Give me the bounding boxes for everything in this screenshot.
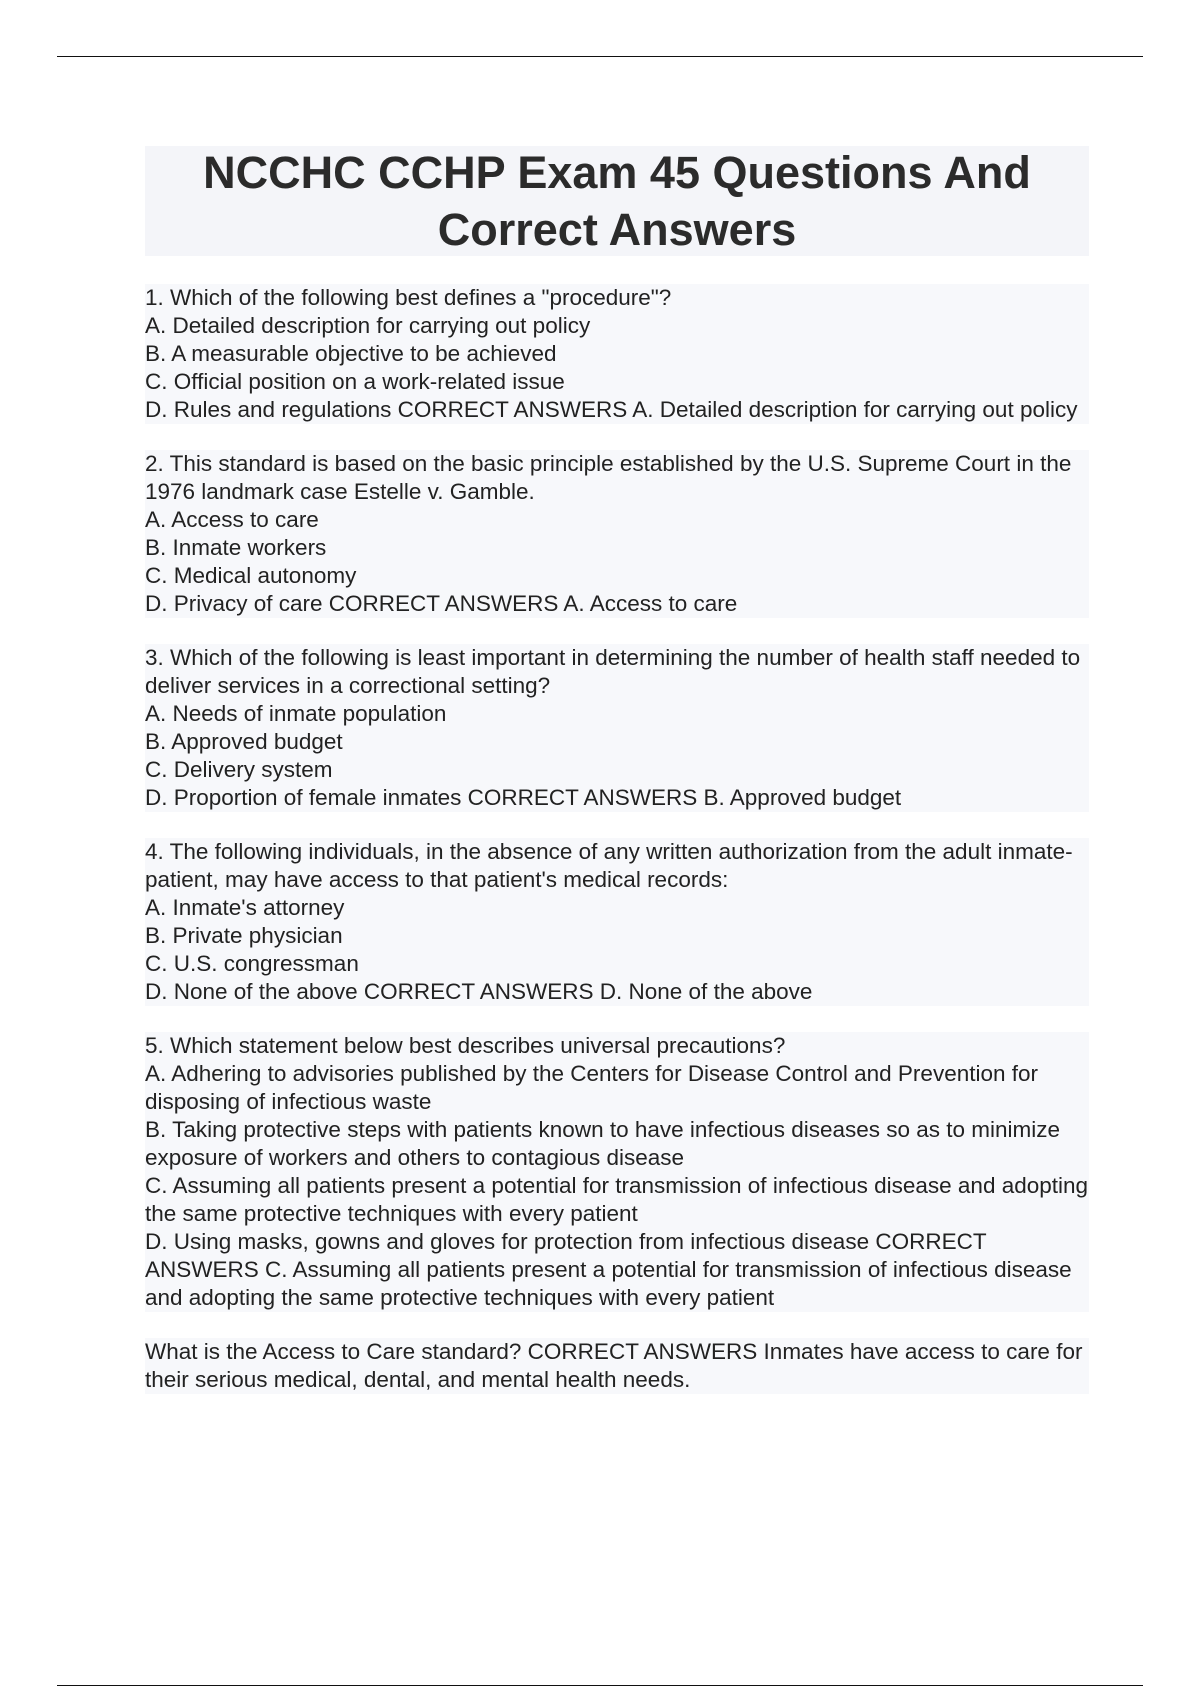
question-list [145, 284, 1089, 1420]
answer-option-a: A. Adhering to advisories published by the Centers for Disease Control and Prevention for disposing of infectious waste [145, 1061, 1039, 1114]
bottom-rule [57, 1685, 1143, 1686]
question-block-5 [145, 1032, 1089, 1312]
top-rule [57, 56, 1143, 57]
question-text: 4. The following individuals, in the absence of any written authorization from the adult inmate-patient, may have access to that patient's medical records: [145, 839, 1073, 892]
answer-option-d-with-correct-answer: D. Using masks, gowns and gloves for protection from infectious disease CORRECT ANSWERS C. Assuming all patients present a potential for transmission of infectious disease and adopting the same protective techniques with every patient [145, 1229, 1072, 1310]
question-block-6 [145, 1338, 1089, 1394]
answer-option-a: A. Access to care [145, 507, 319, 532]
question-block-1 [145, 284, 1089, 424]
question-text: 1. Which of the following best defines a "procedure"? [145, 285, 672, 310]
question-block-4 [145, 838, 1089, 1006]
answer-option-b: B. Private physician [145, 923, 343, 948]
page-title: NCCHC CCHP Exam 45 Questions And Correct Answers [203, 147, 1031, 255]
answer-option-a: A. Needs of inmate population [145, 701, 447, 726]
answer-option-c: C. Official position on a work-related issue [145, 369, 565, 394]
question-block-3 [145, 644, 1089, 812]
answer-option-c: C. Assuming all patients present a potential for transmission of infectious disease and adopting the same protective techniques with every patient [145, 1173, 1089, 1226]
answer-option-a: A. Detailed description for carrying out policy [145, 313, 591, 338]
question-block-2 [145, 450, 1089, 618]
question-text: 5. Which statement below best describes universal precautions? [145, 1033, 786, 1058]
answer-option-a: A. Inmate's attorney [145, 895, 345, 920]
answer-option-b: B. Inmate workers [145, 535, 327, 560]
answer-option-d-with-correct-answer: D. Privacy of care CORRECT ANSWERS A. Access to care [145, 591, 738, 616]
answer-option-b: B. Taking protective steps with patients known to have infectious diseases so as to minimize exposure of workers and others to contagious disease [145, 1117, 1061, 1170]
answer-option-c: C. Medical autonomy [145, 563, 357, 588]
question-text: 3. Which of the following is least important in determining the number of health staff needed to deliver services in a correctional setting? [145, 645, 1081, 698]
answer-option-b: B. Approved budget [145, 729, 343, 754]
question-text: 2. This standard is based on the basic principle established by the U.S. Supreme Court in the 1976 landmark case Estelle v. Gamble. [145, 451, 1072, 504]
question-with-correct-answer: What is the Access to Care standard? CORRECT ANSWERS Inmates have access to care for their serious medical, dental, and mental health needs. [145, 1339, 1083, 1392]
answer-option-d-with-correct-answer: D. Proportion of female inmates CORRECT ANSWERS B. Approved budget [145, 785, 902, 810]
answer-option-c: C. Delivery system [145, 757, 333, 782]
answer-option-d-with-correct-answer: D. None of the above CORRECT ANSWERS D. None of the above [145, 979, 813, 1004]
answer-option-b: B. A measurable objective to be achieved [145, 341, 557, 366]
title-banner [145, 146, 1089, 256]
answer-option-c: C. U.S. congressman [145, 951, 359, 976]
answer-option-d-with-correct-answer: D. Rules and regulations CORRECT ANSWERS A. Detailed description for carrying out policy [145, 397, 1078, 422]
